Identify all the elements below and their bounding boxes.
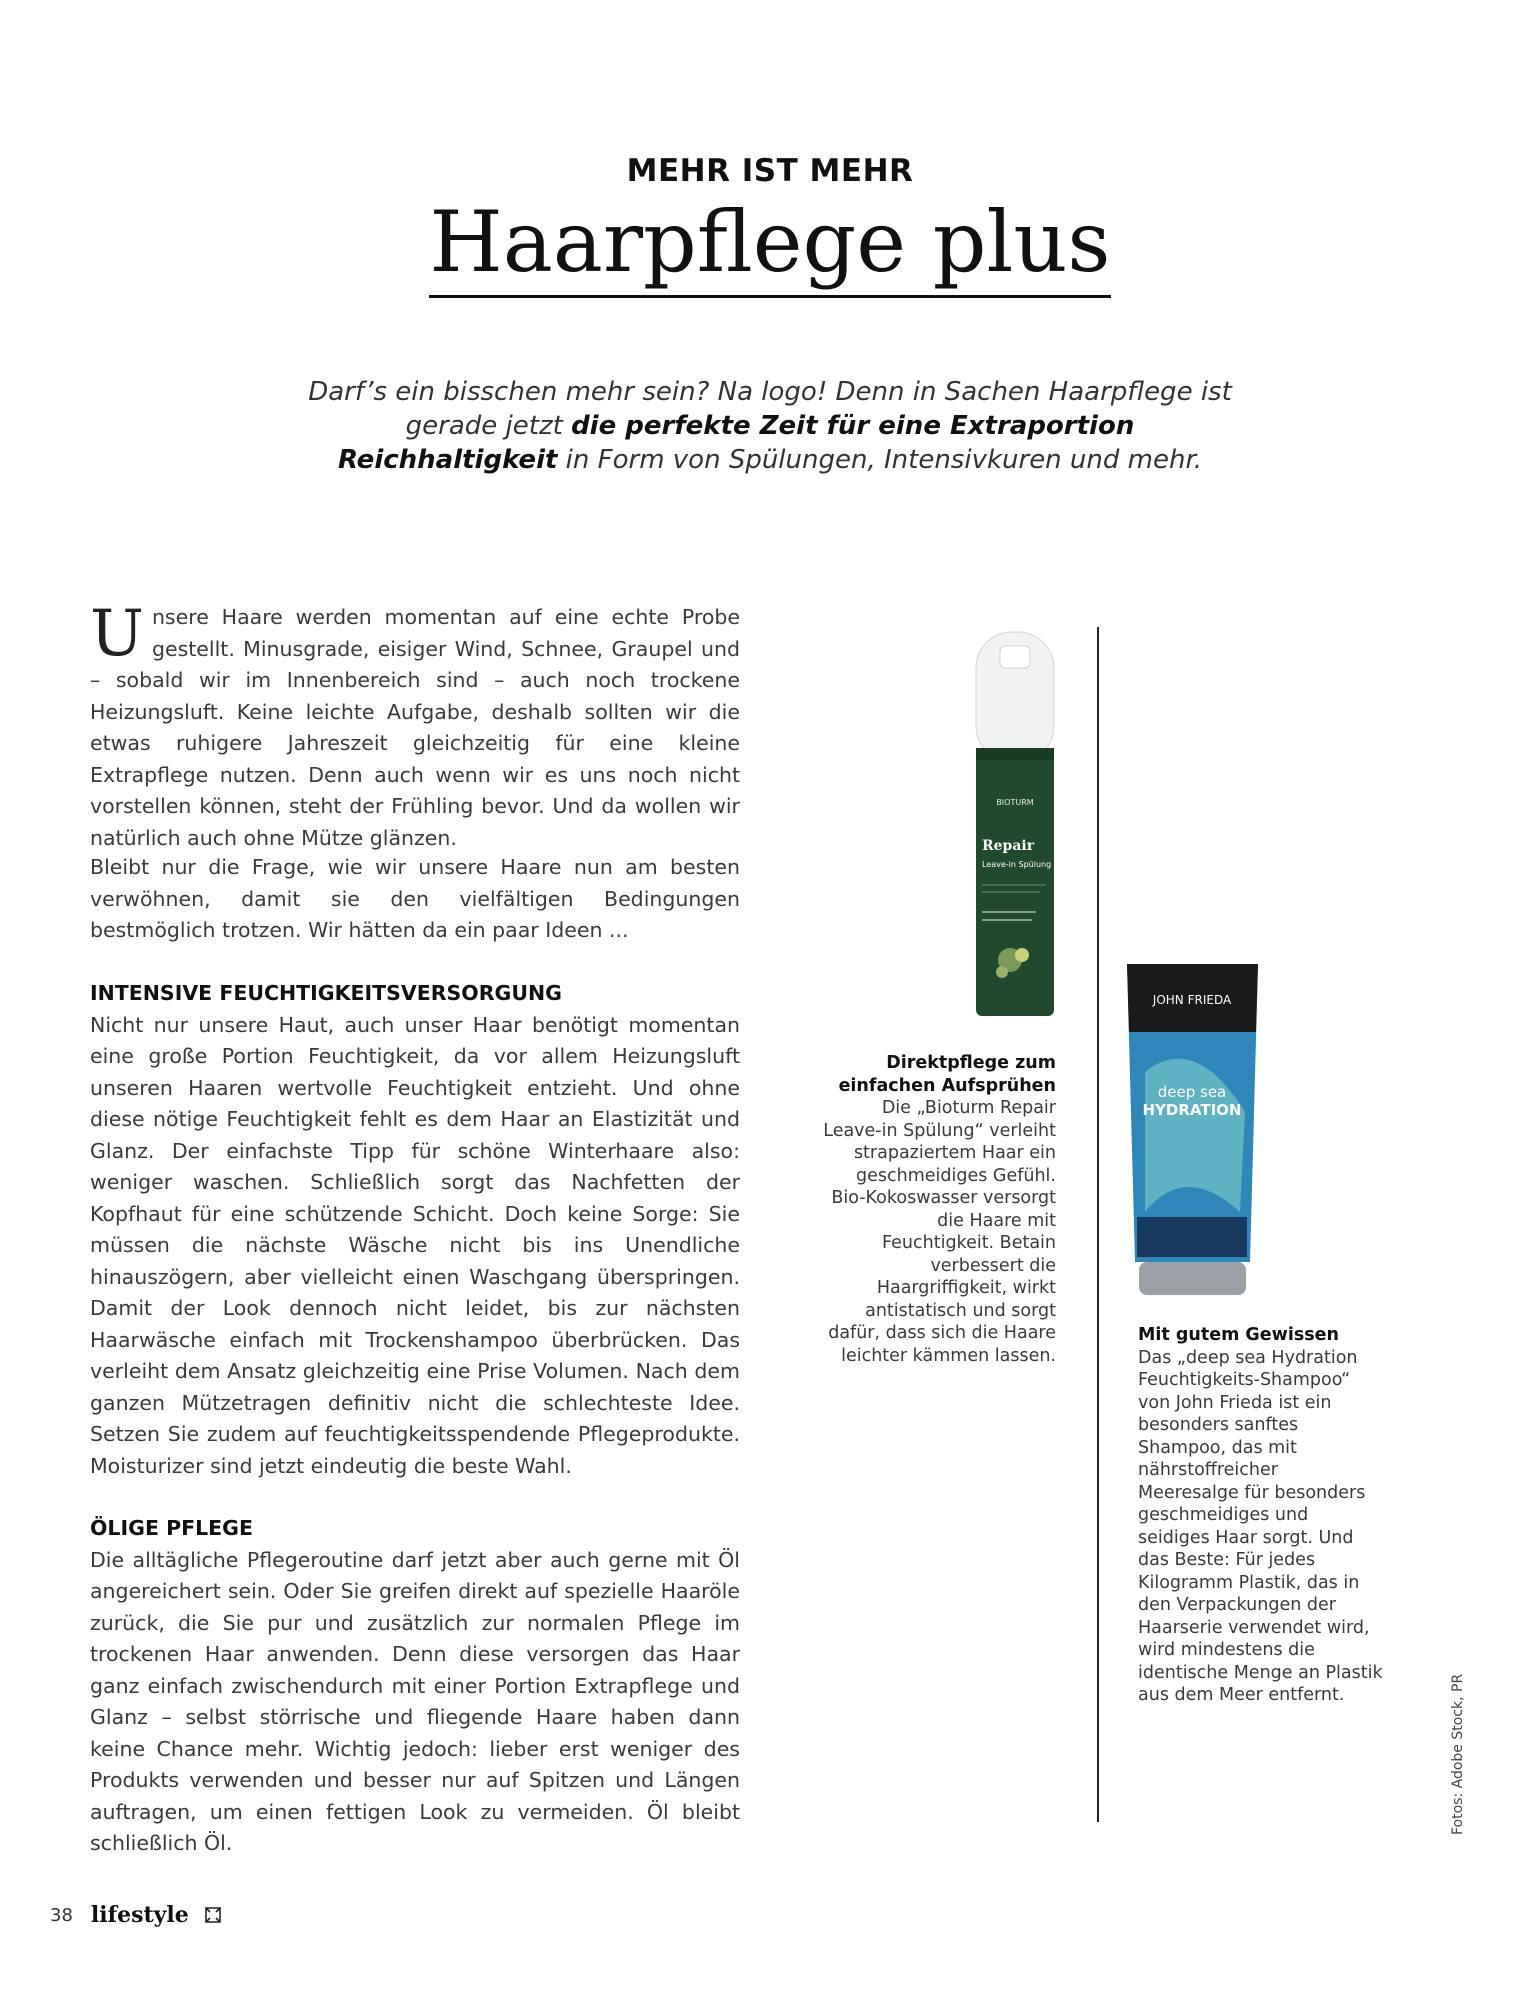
caption-john-frieda-title: Mit gutem Gewissen xyxy=(1138,1325,1339,1345)
kicker: MEHR IST MEHR xyxy=(626,153,914,189)
dropcap: U xyxy=(90,597,144,671)
section-heading-moisture: INTENSIVE FEUCHTIGKEITSVERSORGUNG xyxy=(90,981,562,1005)
paragraph-1 xyxy=(90,597,740,854)
caption-bioturm xyxy=(820,1052,1056,1367)
body-block-3 xyxy=(90,978,740,1482)
tube-name-1: deep sea xyxy=(1157,1083,1227,1101)
caption-john-frieda xyxy=(1138,1324,1383,1707)
headline-text: Haarpflege plus xyxy=(429,193,1110,298)
headline xyxy=(0,193,1540,291)
intro xyxy=(300,375,1240,477)
bottle-name: Repair xyxy=(982,838,1035,854)
footer xyxy=(50,1900,223,1930)
paragraph-1-text: nsere Haare werden momentan auf eine echte Probe gestellt. Minusgrade, eisiger Wind, Schnee, Graupel und – sobald wir im Innenbereich sind – auch noch trockene Heizungsluft. Keine leichte Aufgabe, deshalb sollten wir die etwas ruhigere Jahreszeit gleichzeitig für eine kleine Extrapflege nutzen. Denn auch wenn wir es uns noch nicht vorstellen können, steht der Frühling bevor. Und da wollen wir natürlich auch ohne Mütze glänzen. xyxy=(90,605,740,850)
section-heading-oil: ÖLIGE PFLEGE xyxy=(90,1516,254,1540)
caption-bioturm-text: Die „Bioturm Repair Leave-in Spülung“ verleiht strapaziertem Haar ein geschmeidiges Gefühl. Bio-Kokoswasser versorgt die Haare mit Feuchtigkeit. Betain verbessert die Haargriffigkeit, wirkt antistatisch und sorgt dafür, dass sich die Haare leichter kämmen lassen. xyxy=(823,1098,1056,1366)
caption-john-frieda-text: Das „deep sea Hydration Feuchtigkeits-Shampoo“ von John Frieda ist ein besonders sanftes Shampoo, das mit nährstoffreicher Meeresalge für besonders geschmeidiges und seidiges Haar sorgt. Und das Beste: Für jedes Kilogramm Plastik, das in den Verpackungen der Haarserie verwendet wird, wird mindestens die identische Menge an Plastik aus dem Meer entfernt. xyxy=(1138,1347,1383,1705)
bottle-brand: BIOTURM xyxy=(996,798,1034,807)
brand-mark-icon xyxy=(203,1905,223,1925)
photo-credit: Fotos: Adobe Stock, PR xyxy=(1450,1673,1466,1835)
tube-brand: JOHN FRIEDA xyxy=(1152,993,1232,1007)
bioturm-bottle-image xyxy=(970,630,1060,1020)
john-frieda-tube-image xyxy=(1125,962,1260,1297)
body-block-4 xyxy=(90,1513,740,1860)
column-divider xyxy=(1097,627,1099,1822)
intro-part2: in Form von Spülungen, Intensivkuren und mehr. xyxy=(557,445,1203,475)
body-block-2 xyxy=(90,852,740,947)
bottle-sub: Leave-in Spülung xyxy=(982,860,1052,869)
caption-bioturm-title: Direktpflege zum einfachen Aufsprühen xyxy=(838,1053,1056,1096)
body-block-1 xyxy=(90,597,740,854)
paragraph-2: Bleibt nur die Frage, wie wir unsere Haare nun am besten verwöhnen, damit sie den vielfältigen Bedingungen bestmöglich trotzen. Wir hätten da ein paar Ideen ... xyxy=(90,855,740,942)
intro-bold: die perfekte Zeit für eine Extraportion Reichhaltigkeit xyxy=(337,411,1135,475)
intro-part1: Darf’s ein bisschen mehr sein? Na logo! Denn in Sachen Haarpflege ist gerade jetzt xyxy=(308,377,1232,441)
magazine-brand: lifestyle xyxy=(90,1902,189,1928)
paragraph-4: Die alltägliche Pflegeroutine darf jetzt aber auch gerne mit Öl angereichert sein. Oder Sie greifen direkt auf spezielle Haaröle zurück, die Sie pur und zusätzlich zur normalen Pflege im trockenen Haar anwenden. Denn diese versorgen das Haar ganz einfach zwischendurch mit einer Portion Extrapflege und Glanz – selbst störrische und fliegende Haare haben dann keine Chance mehr. Wichtig jedoch: lieber erst weniger des Produkts verwenden und besser nur auf Spitzen und Längen auftragen, um einen fettigen Look zu vermeiden. Öl bleibt schließlich Öl. xyxy=(90,1547,740,1855)
paragraph-3: Nicht nur unsere Haut, auch unser Haar benötigt momentan eine große Portion Feuchtigkeit, da vor allem Heizungsluft unseren Haaren wertvolle Feuchtigkeit entzieht. Und ohne diese nötige Feuchtigkeit fehlt es dem Haar an Elastizität und Glanz. Der einfachste Tipp für schöne Winterhaare also: weniger waschen. Schließlich sorgt das Nachfetten der Kopfhaut für eine schützende Schicht. Doch keine Sorge: Sie müssen die nächste Wäsche nicht bis ins Unendliche hinauszögern, aber vielleicht einen Waschgang überspringen. Damit der Look dennoch nicht leidet, bis zur nächsten Haarwäsche einfach mit Trockenshampoo überbrücken. Das verleiht dem Ansatz gleichzeitig eine Prise Volumen. Nach dem ganzen Mützetragen definitiv nicht die schlechteste Idee. Setzen Sie zudem auf feuchtigkeitsspendende Pflegeprodukte. Moisturizer sind jetzt eindeutig die beste Wahl. xyxy=(90,1012,740,1478)
page-number: 38 xyxy=(50,1904,73,1926)
tube-name-2: HYDRATION xyxy=(1142,1101,1242,1119)
